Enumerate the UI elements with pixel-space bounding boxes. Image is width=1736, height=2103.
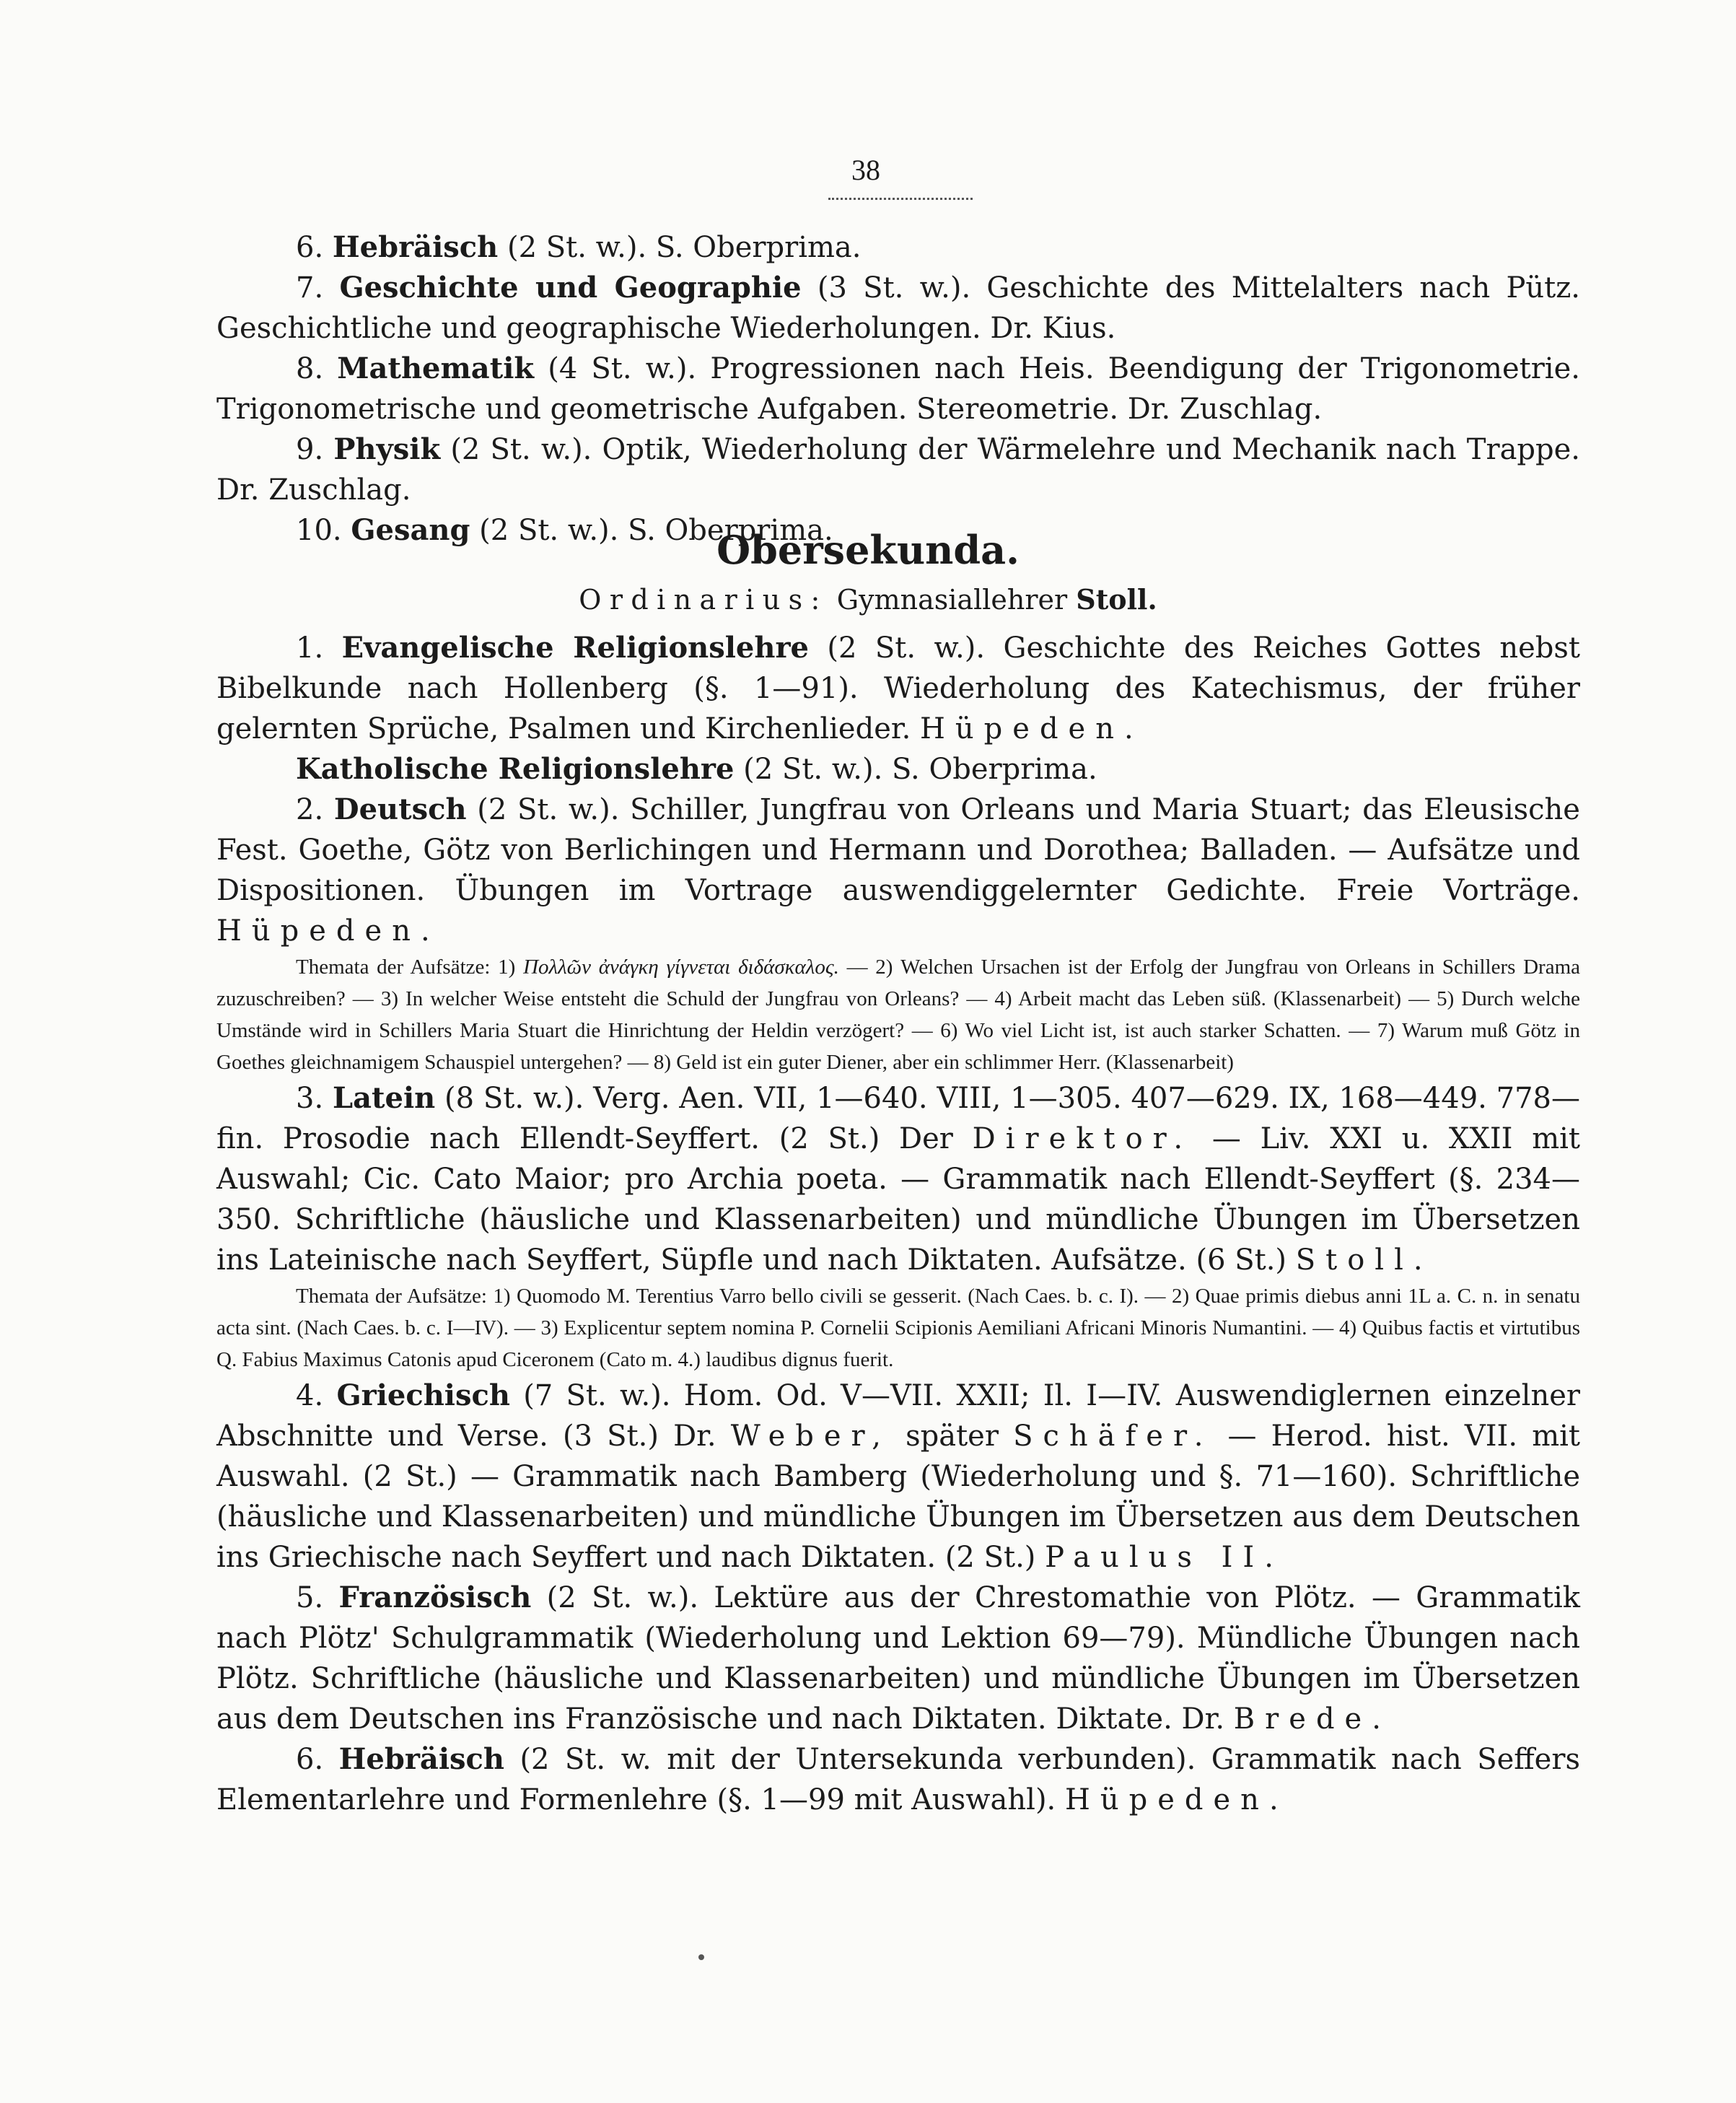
- page-number: 38: [851, 154, 880, 186]
- essay-topics: Themata der Aufsätze: 1) Πολλῶν ἀνάγκη γίγνεται διδάσκαλος. — 2) Welchen Ursachen ist der Erfolg der Jungfrau von Orleans in Schillers Drama zuzuschreiben? — 3) In welcher Weise entsteht die Schuld der Jungfrau von Orleans? — 4) Arbeit macht das Leben süß. (Klassenarbeit) — 5) Durch welche Umstände wird in Schillers Maria Stuart die Hinrichtung der Heldin verzögert? — 6) Wo viel Licht ist, ist auch starker Schatten. — 7) Warum muß Götz in Goethes gleichnamigem Schauspiel untergehen? — 8) Geld ist ein guter Diener, aber ein schlimmer Herr. (Klassenarbeit): [216, 956, 1581, 1074]
- ornament-divider: [828, 189, 973, 200]
- subject-entry: 6. Hebräisch (2 St. w. mit der Untersekunda verbunden). Grammatik nach Seffers Elementarlehre und Formenlehre (§. 1—99 mit Auswahl). Hüpeden.: [216, 1742, 1581, 1816]
- ordinarius-line: Ordinarius: Gymnasiallehrer Stoll.: [579, 583, 1157, 616]
- untersekunda-section: [216, 227, 1580, 551]
- subject-entry: 3. Latein (8 St. w.). Verg. Aen. VII, 1—640. VIII, 1—305. 407—629. IX, 168—449. 778—fin. Prosodie nach Ellendt-Seyffert. (2 St.) Der Direktor. — Liv. XXI u. XXII mit Auswahl; Cic. Cato Maior; pro Archia poeta. — Grammatik nach Ellendt-Seyffert (§. 234—350. Schriftliche (häusliche und Klassenarbeiten) und mündliche Übungen im Übersetzen ins Lateinische nach Seyffert, Süpfle und nach Diktaten. Aufsätze. (6 St.) Stoll.: [216, 1081, 1581, 1277]
- subject-entry: 6. Hebräisch (2 St. w.). S. Oberprima.: [296, 230, 862, 264]
- essay-topics: Themata der Aufsätze: 1) Quomodo M. Terentius Varro bello civili se gesserit. (Nach Caes. b. c. I). — 2) Quae primis diebus anni 1L a. C. n. in senatu acta sint. (Nach Caes. b. c. I—IV). — 3) Explicentur septem nomina P. Cornelii Scipionis Aemiliani Africani Minoris Numantini. — 4) Quibus factis et virtutibus Q. Fabius Maximus Catonis apud Ciceronem (Cato m. 4.) laudibus dignus fuerit.: [216, 1285, 1580, 1371]
- ink-speck: [698, 1954, 704, 1960]
- subject-entry: 10. Gesang (2 St. w.). S. Oberprima.: [296, 513, 833, 547]
- subject-entry: 1. Evangelische Religionslehre (2 St. w.). Geschichte des Reiches Gottes nebst Bibelkunde nach Hollenberg (§. 1—91). Wiederholung des Katechismus, der früher gelernten Sprüche, Psalmen und Kirchenlieder. Hüpeden.: [216, 631, 1581, 746]
- subject-entry: 4. Griechisch (7 St. w.). Hom. Od. V—VII. XXII; Il. I—IV. Auswendiglernen einzelner Abschnitte und Verse. (3 St.) Dr. Weber, später Schäfer. — Herod. hist. VII. mit Auswahl. (2 St.) — Grammatik nach Bamberg (Wiederholung und §. 71—160). Schriftliche (häusliche und Klassenarbeiten) und mündliche Übungen im Übersetzen aus dem Deutschen ins Griechische nach Seyffert und nach Diktaten. (2 St.) Paulus II.: [216, 1378, 1581, 1574]
- section-heading: Obersekunda.: [716, 527, 1020, 573]
- subject-entry: 8. Mathematik (4 St. w.). Progressionen nach Heis. Beendigung der Trigonometrie. Trigonometrische und geometrische Aufgaben. Stereometrie. Dr. Zuschlag.: [216, 351, 1580, 426]
- subject-entry: 2. Deutsch (2 St. w.). Schiller, Jungfrau von Orleans und Maria Stuart; das Eleusische Fest. Goethe, Götz von Berlichingen und Hermann und Dorothea; Balladen. — Aufsätze und Dispositionen. Übungen im Vortrage auswendiggelernter Gedichte. Freie Vorträge. Hüpeden.: [216, 792, 1580, 948]
- subject-entry: 5. Französisch (2 St. w.). Lektüre aus der Chrestomathie von Plötz. — Grammatik nach Plötz' Schulgrammatik (Wiederholung und Lektion 69—79). Mündliche Übungen nach Plötz. Schriftliche (häusliche und Klassenarbeiten) und mündliche Übungen im Übersetzen aus dem Deutschen ins Französische und nach Diktaten. Diktate. Dr. Brede.: [216, 1580, 1581, 1736]
- subject-entry: 9. Physik (2 St. w.). Optik, Wiederholung der Wärmelehre und Mechanik nach Trappe. Dr. Zuschlag.: [216, 432, 1581, 507]
- subject-entry: 7. Geschichte und Geographie (3 St. w.). Geschichte des Mittelalters nach Pütz. Geschichtliche und geographische Wiederholungen. Dr. Kius.: [216, 271, 1580, 345]
- obersekunda-section: [216, 628, 1580, 1820]
- subject-entry: Katholische Religionslehre (2 St. w.). S. Oberprima.: [296, 752, 1097, 786]
